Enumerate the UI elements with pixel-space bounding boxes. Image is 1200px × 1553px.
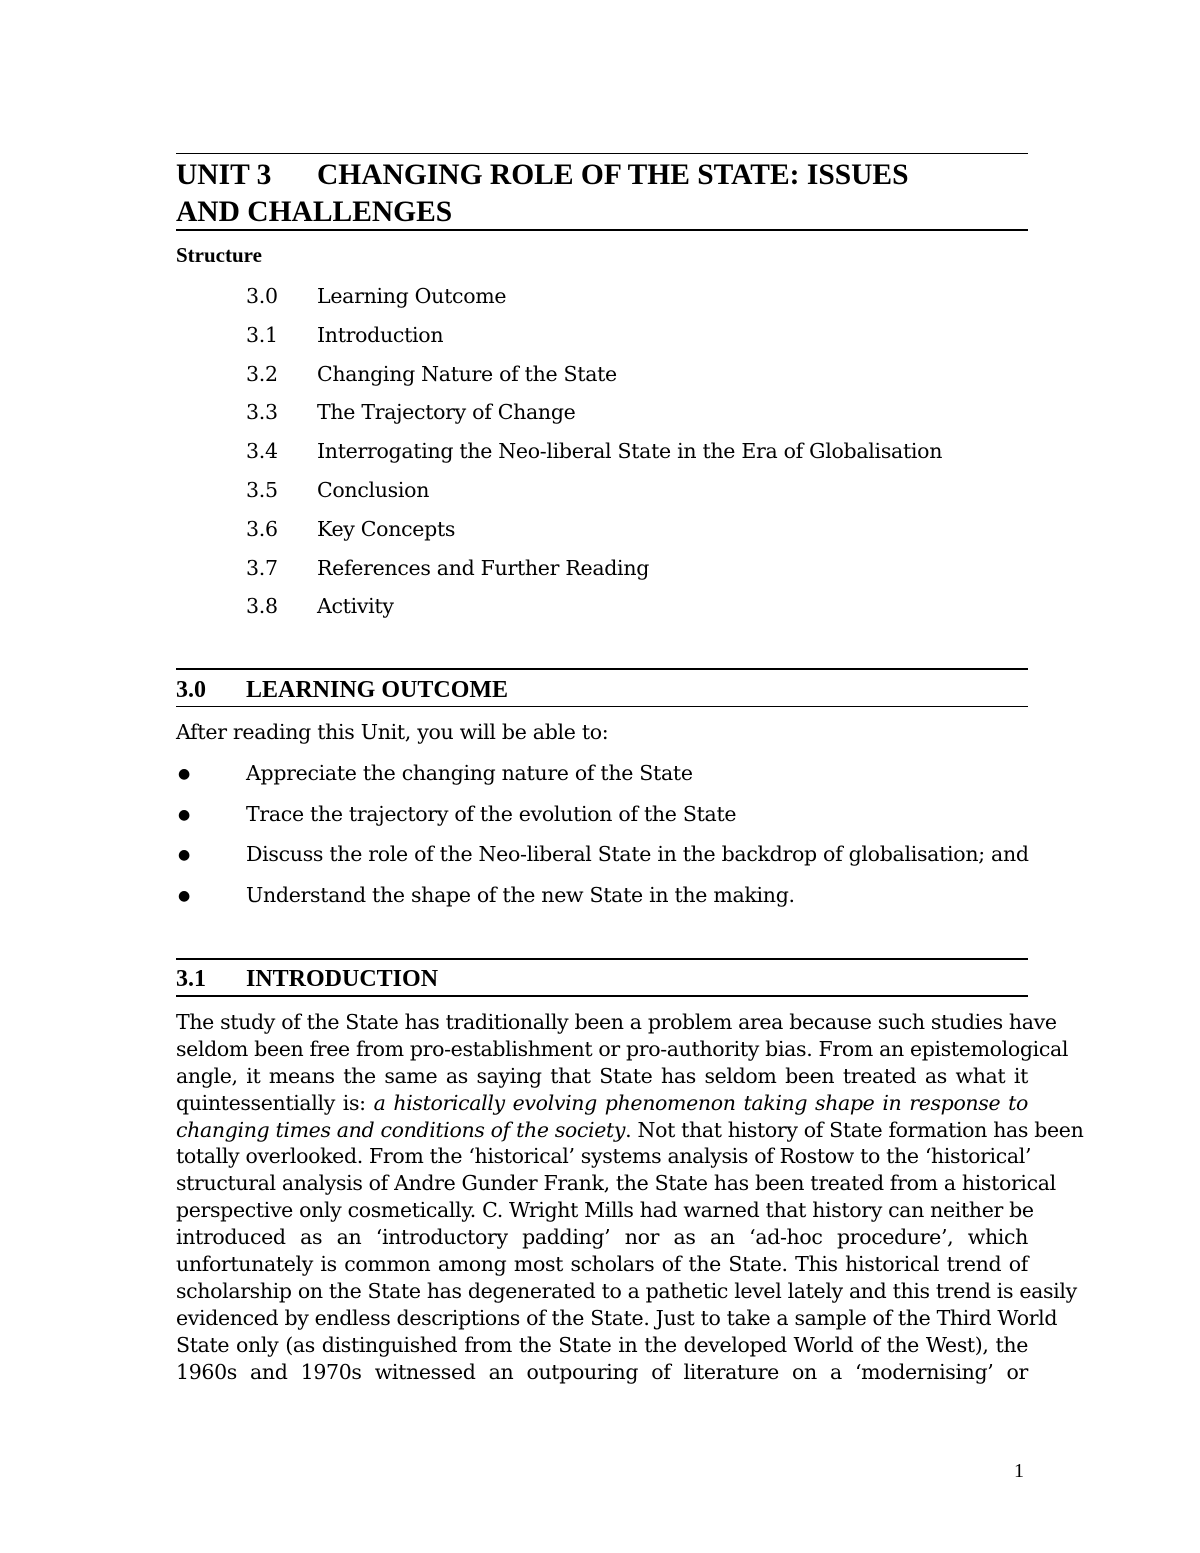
paragraph-line: evidenced by endless descriptions of the State. Just to take a sample of the Third World (176, 1305, 1058, 1330)
learning-outcome-intro: After reading this Unit, you will be able to: (176, 720, 609, 744)
italic-definition: changing times and conditions of the society (176, 1117, 626, 1142)
bullet-icon: ● (178, 847, 190, 864)
structure-item: 3.1 Introduction (246, 322, 444, 347)
unit-number: UNIT 3 (176, 159, 272, 191)
structure-list (176, 282, 942, 631)
structure-item: 3.4 Interrogating the Neo-liberal State in the Era of Globalisation (246, 439, 943, 464)
title-bottom-rule (176, 229, 1028, 231)
paragraph-line: scholarship on the State has degenerated to a pathetic level lately and this trend is easily (176, 1278, 1077, 1303)
bullet-icon: ● (178, 806, 190, 823)
paragraph-line: perspective only cosmetically. C. Wright Mills had warned that history can neither be (176, 1198, 1034, 1223)
learning-outcome-heading (176, 675, 1028, 705)
structure-label: Structure (176, 243, 262, 267)
unit-title (176, 157, 1028, 231)
learning-outcome-list (176, 759, 1029, 921)
structure-item: 3.2 Changing Nature of the State (246, 361, 617, 386)
introduction-paragraph (176, 1009, 1084, 1385)
section-number: 3.0 (176, 677, 206, 703)
paragraph-line: State only (as distinguished from the State in the developed World of the West), the (176, 1332, 1028, 1357)
structure-item: 3.8 Activity (246, 594, 394, 619)
paragraph-line: unfortunately is common among most scholars of the State. This historical trend of (176, 1252, 1028, 1277)
structure-item: 3.3 The Trajectory of Change (246, 400, 576, 425)
page-number: 1 (1014, 1460, 1024, 1482)
section-title: INTRODUCTION (246, 966, 439, 992)
bullet-item: ● Trace the trajectory of the evolution of the State (176, 800, 1029, 841)
bullet-item: ● Discuss the role of the Neo-liberal State in the backdrop of globalisation; and (176, 840, 1029, 881)
title-top-rule (176, 153, 1028, 154)
bullet-icon: ● (178, 887, 190, 904)
italic-definition: a historically evolving phenomenon taking shape in response to (373, 1090, 1028, 1115)
paragraph-line: quintessentially is: a historically evolving phenomenon taking shape in response to (176, 1090, 1028, 1115)
introduction-top-rule (176, 958, 1028, 960)
paragraph-line: introduced as an ‘introductory padding’ nor as an ‘ad-hoc procedure’, which (176, 1225, 1028, 1250)
paragraph-line: 1960s and 1970s witnessed an outpouring of literature on a ‘modernising’ or (176, 1359, 1028, 1384)
structure-item: 3.5 Conclusion (246, 477, 430, 502)
structure-item: 3.6 Key Concepts (246, 516, 456, 541)
paragraph-line: totally overlooked. From the ‘historical’ systems analysis of Rostow to the ‘historical’ (176, 1144, 1032, 1169)
introduction-heading (176, 964, 1028, 994)
bullet-item: ● Understand the shape of the new State in the making. (176, 881, 1029, 922)
bullet-icon: ● (178, 766, 190, 782)
unit-title-line-2: AND CHALLENGES (176, 196, 453, 228)
section-number: 3.1 (176, 966, 206, 992)
bullet-item: ● Appreciate the changing nature of the State (176, 759, 1029, 800)
structure-item: 3.7 References and Further Reading (246, 555, 650, 580)
paragraph-line: The study of the State has traditionally been a problem area because such studies have (176, 1010, 1057, 1034)
unit-title-line-1: CHANGING ROLE OF THE STATE: ISSUES (317, 159, 909, 191)
learning-outcome-bottom-rule (176, 706, 1028, 707)
paragraph-line: changing times and conditions of the society. Not that history of State formation has been (176, 1117, 1084, 1142)
structure-item: 3.0 Learning Outcome (246, 284, 507, 308)
paragraph-line: angle, it means the same as saying that State has seldom been treated as what it (176, 1063, 1028, 1088)
paragraph-line: seldom been free from pro-establishment or pro-authority bias. From an epistemological (176, 1036, 1069, 1061)
learning-outcome-top-rule (176, 668, 1028, 670)
paragraph-line: structural analysis of Andre Gunder Frank, the State has been treated from a historical (176, 1171, 1056, 1196)
introduction-bottom-rule (176, 995, 1028, 997)
section-title: LEARNING OUTCOME (246, 677, 509, 703)
